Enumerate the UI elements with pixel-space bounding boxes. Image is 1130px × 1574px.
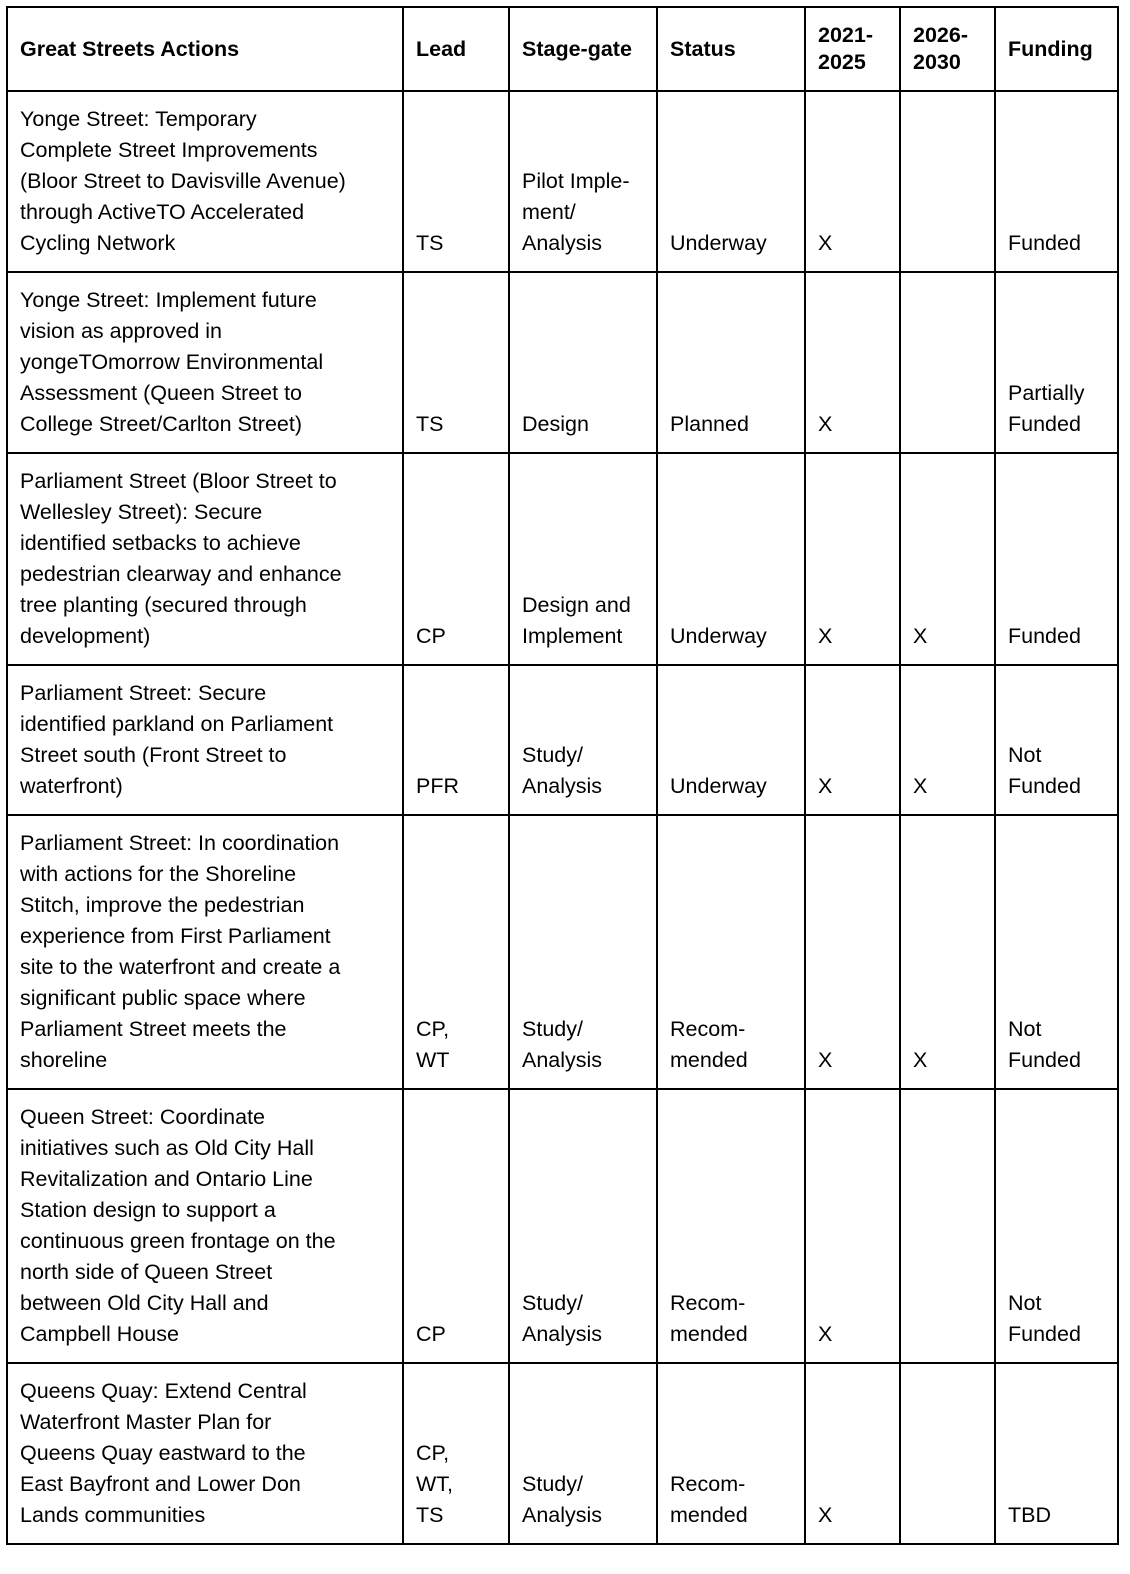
- status-cell: Underway: [657, 665, 805, 815]
- header-funding: Funding: [995, 7, 1118, 91]
- period-2026-2030-cell: X: [900, 815, 995, 1089]
- action-cell: Queen Street: Coordinate initiatives such as Old City Hall Revitalization and Ontario Line Station design to support a continuous green frontage on the north side of Queen Street between Old City Hall and Campbell House: [7, 1089, 403, 1363]
- table-row: [7, 665, 1118, 815]
- funding-cell: Funded: [995, 453, 1118, 665]
- lead-cell: CP: [403, 1089, 509, 1363]
- lead-cell: CP: [403, 453, 509, 665]
- period-2026-2030-cell: [900, 1089, 995, 1363]
- status-cell: Planned: [657, 272, 805, 453]
- stage-gate-cell: Study/ Analysis: [509, 1363, 657, 1544]
- status-cell: Recom- mended: [657, 815, 805, 1089]
- status-cell: Recom- mended: [657, 1089, 805, 1363]
- stage-gate-cell: Pilot Imple- ment/ Analysis: [509, 91, 657, 272]
- lead-cell: CP, WT, TS: [403, 1363, 509, 1544]
- stage-gate-cell: Study/ Analysis: [509, 1089, 657, 1363]
- period-2021-2025-cell: X: [805, 665, 900, 815]
- funding-cell: Funded: [995, 91, 1118, 272]
- great-streets-actions-table: [6, 6, 1119, 1545]
- funding-cell: Partially Funded: [995, 272, 1118, 453]
- status-cell: Underway: [657, 453, 805, 665]
- table-row: [7, 91, 1118, 272]
- period-2021-2025-cell: X: [805, 1363, 900, 1544]
- header-row: [7, 7, 1118, 91]
- period-2021-2025-cell: X: [805, 91, 900, 272]
- status-cell: Underway: [657, 91, 805, 272]
- stage-gate-cell: Design and Implement: [509, 453, 657, 665]
- header-stage-gate: Stage-gate: [509, 7, 657, 91]
- funding-cell: TBD: [995, 1363, 1118, 1544]
- lead-cell: PFR: [403, 665, 509, 815]
- period-2026-2030-cell: [900, 272, 995, 453]
- period-2021-2025-cell: X: [805, 815, 900, 1089]
- lead-cell: TS: [403, 272, 509, 453]
- header-2021-2025: 2021- 2025: [805, 7, 900, 91]
- header-lead: Lead: [403, 7, 509, 91]
- action-cell: Yonge Street: Temporary Complete Street Improvements (Bloor Street to Davisville Avenue) through ActiveTO Accelerated Cycling Network: [7, 91, 403, 272]
- period-2026-2030-cell: X: [900, 453, 995, 665]
- table-row: [7, 1089, 1118, 1363]
- lead-cell: TS: [403, 91, 509, 272]
- stage-gate-cell: Design: [509, 272, 657, 453]
- period-2026-2030-cell: X: [900, 665, 995, 815]
- funding-cell: Not Funded: [995, 1089, 1118, 1363]
- stage-gate-cell: Study/ Analysis: [509, 815, 657, 1089]
- table-row: [7, 1363, 1118, 1544]
- action-cell: Parliament Street: In coordination with actions for the Shoreline Stitch, improve the pedestrian experience from First Parliament site to the waterfront and create a significant public space where Parliament Street meets the shoreline: [7, 815, 403, 1089]
- funding-cell: Not Funded: [995, 815, 1118, 1089]
- stage-gate-cell: Study/ Analysis: [509, 665, 657, 815]
- period-2021-2025-cell: X: [805, 272, 900, 453]
- header-actions: Great Streets Actions: [7, 7, 403, 91]
- status-cell: Recom- mended: [657, 1363, 805, 1544]
- action-cell: Yonge Street: Implement future vision as approved in yongeTOmorrow Environmental Assessment (Queen Street to College Street/Carlton Street): [7, 272, 403, 453]
- table-row: [7, 272, 1118, 453]
- period-2026-2030-cell: [900, 1363, 995, 1544]
- header-status: Status: [657, 7, 805, 91]
- period-2026-2030-cell: [900, 91, 995, 272]
- table-row: [7, 815, 1118, 1089]
- action-cell: Parliament Street: Secure identified parkland on Parliament Street south (Front Street to waterfront): [7, 665, 403, 815]
- funding-cell: Not Funded: [995, 665, 1118, 815]
- period-2021-2025-cell: X: [805, 1089, 900, 1363]
- lead-cell: CP, WT: [403, 815, 509, 1089]
- period-2021-2025-cell: X: [805, 453, 900, 665]
- table-row: [7, 453, 1118, 665]
- header-2026-2030: 2026- 2030: [900, 7, 995, 91]
- action-cell: Queens Quay: Extend Central Waterfront Master Plan for Queens Quay eastward to the East Bayfront and Lower Don Lands communities: [7, 1363, 403, 1544]
- action-cell: Parliament Street (Bloor Street to Wellesley Street): Secure identified setbacks to achieve pedestrian clearway and enhance tree planting (secured through development): [7, 453, 403, 665]
